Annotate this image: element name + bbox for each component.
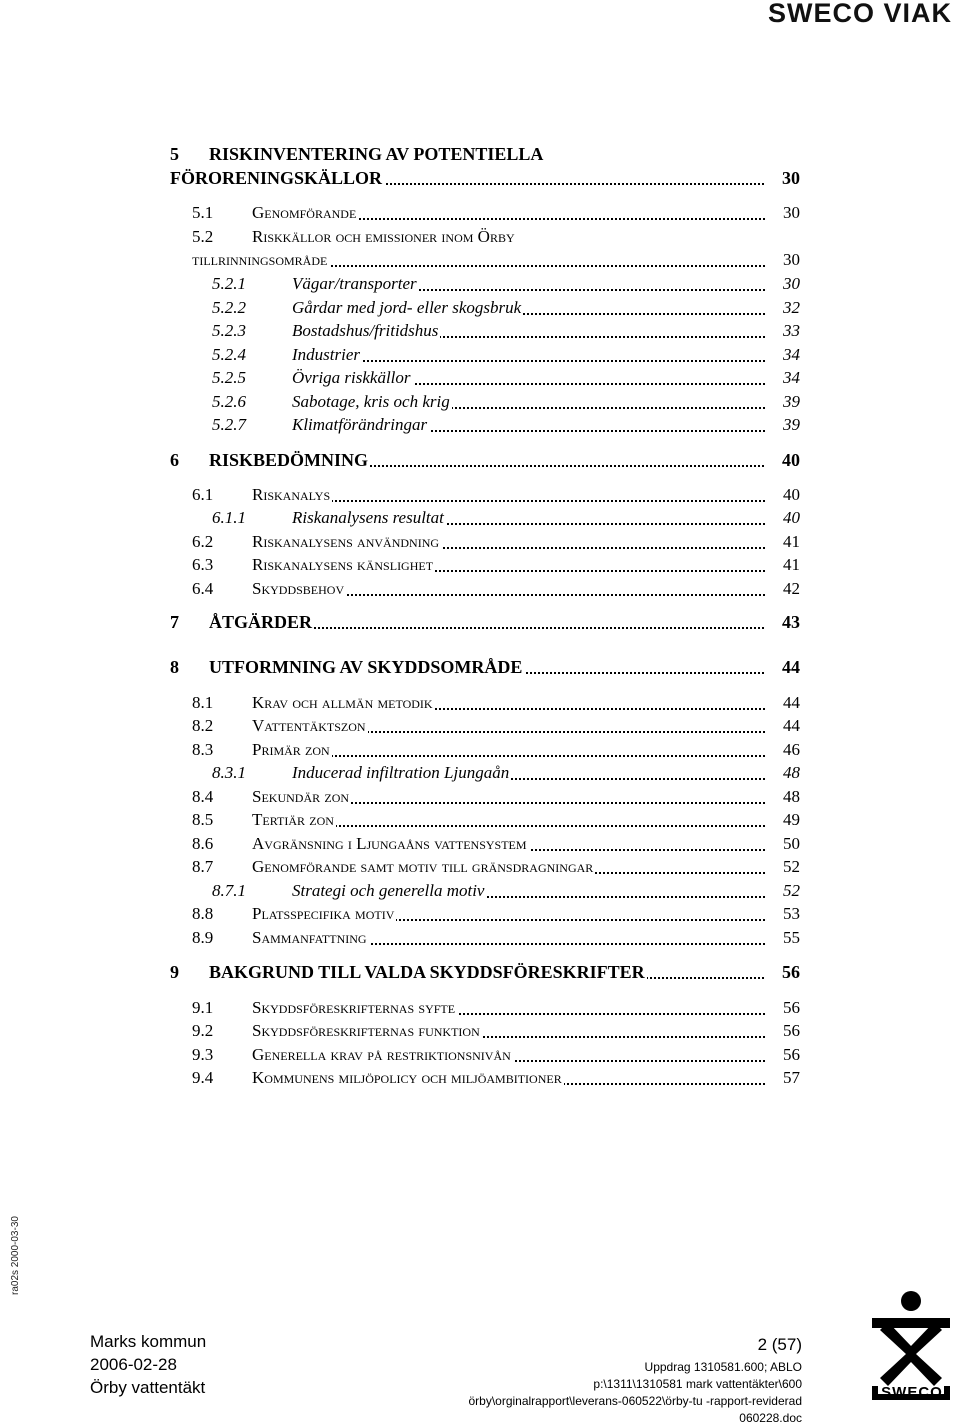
toc-leader (252, 755, 800, 757)
toc-title: Avgränsning i Ljungaåns vattensystem (252, 834, 527, 853)
toc-number: 8.4 (192, 787, 214, 806)
toc-title: Tertiär zon (252, 810, 334, 829)
toc-title: Gårdar med jord- eller skogsbruk (292, 298, 522, 317)
toc-entry-5-1[interactable] (0, 201, 960, 225)
toc-number: 6.2 (192, 532, 214, 551)
toc-number: 8.2 (192, 716, 214, 735)
toc-page-number: 40 (766, 483, 800, 507)
toc-page-number: 44 (766, 655, 800, 679)
toc-entry-6-3[interactable] (0, 553, 960, 577)
toc-entry-5-2-6[interactable] (0, 390, 960, 414)
toc-number: 8.8 (192, 904, 214, 923)
toc-title: Krav och allmän metodik (252, 693, 433, 712)
toc-entry-5-2-3[interactable] (0, 319, 960, 343)
toc-page-number: 39 (766, 413, 800, 437)
toc-number: 7 (170, 612, 179, 632)
toc-title: ÅTGÄRDER (209, 612, 313, 632)
toc-page-number: 41 (766, 530, 800, 554)
toc-page-number: 40 (766, 448, 800, 472)
toc-title: Industrier (292, 345, 360, 364)
footer-path-3: 060228.doc (739, 1411, 802, 1425)
toc-title-line2: FÖRORENINGSKÄLLOR (170, 168, 383, 188)
toc-title-line1: Riskkällor och emissioner inom Örby (252, 227, 515, 246)
toc-number: 8.3 (192, 740, 214, 759)
toc-number: 8 (170, 657, 179, 677)
toc-title: Genomförande samt motiv till gränsdragningar (252, 857, 594, 876)
toc-title: Riskanalysens resultat (292, 508, 444, 527)
toc-page-number: 34 (766, 343, 800, 367)
toc-number: 9 (170, 962, 179, 982)
toc-entry-8-1[interactable] (0, 691, 960, 715)
toc-entry-9-1[interactable] (0, 996, 960, 1020)
toc-page-number: 30 (766, 201, 800, 225)
toc-entry-6[interactable] (0, 448, 960, 472)
toc-title: Sekundär zon (252, 787, 350, 806)
toc-number: 8.7 (192, 857, 214, 876)
toc-page-number: 41 (766, 553, 800, 577)
toc-number: 5.2.5 (212, 368, 246, 387)
toc-page-number: 57 (766, 1066, 800, 1090)
toc-title: Bostadshus/fritidshus (292, 321, 439, 340)
toc-entry-5-cont[interactable] (0, 166, 960, 190)
toc-number: 5.2.2 (212, 298, 246, 317)
toc-entry-8-3[interactable] (0, 738, 960, 762)
toc-title: Sammanfattning (252, 928, 367, 947)
toc-page-number: 56 (766, 1019, 800, 1043)
toc-entry-8-7[interactable] (0, 855, 960, 879)
toc-title-line1: RISKINVENTERING AV POTENTIELLA (209, 144, 544, 164)
toc-entry-8-6[interactable] (0, 832, 960, 856)
toc-number: 5.2.1 (212, 274, 246, 293)
toc-number: 8.7.1 (212, 881, 246, 900)
toc-title: Platsspecifika motiv (252, 904, 395, 923)
toc-page-number: 48 (766, 785, 800, 809)
toc-title: Primär zon (252, 740, 330, 759)
toc-number: 5 (170, 144, 179, 164)
toc-number: 8.5 (192, 810, 214, 829)
toc-title: Riskanalysens känslighet (252, 555, 434, 574)
toc-entry-6-1-1[interactable] (0, 506, 960, 530)
toc-title: BAKGRUND TILL VALDA SKYDDSFÖRESKRIFTER (209, 962, 645, 982)
toc-entry-8-4[interactable] (0, 785, 960, 809)
toc-page-number: 40 (766, 506, 800, 530)
toc-entry-5[interactable] (0, 142, 960, 166)
toc-title: Skyddsföreskrifternas syfte (252, 998, 456, 1017)
toc-page-number: 46 (766, 738, 800, 762)
toc-entry-5-2-5[interactable] (0, 366, 960, 390)
toc-number: 8.3.1 (212, 763, 246, 782)
toc-leader (292, 360, 800, 362)
toc-number: 9.2 (192, 1021, 214, 1040)
toc-entry-9-2[interactable] (0, 1019, 960, 1043)
toc-entry-7[interactable] (0, 610, 960, 634)
toc-title: RISKBEDÖMNING (209, 450, 369, 470)
footer-page-info: 2 (57) (757, 1335, 802, 1354)
footer-project: Örby vattentäkt (90, 1378, 206, 1397)
toc-page-number: 48 (766, 761, 800, 785)
footer-path-1: p:\1311\1310581 mark vattentäkter\600 (593, 1377, 802, 1391)
toc-number: 5.2.4 (212, 345, 246, 364)
toc-number: 8.6 (192, 834, 214, 853)
toc-title: Strategi och generella motiv (292, 881, 485, 900)
toc-title-line2: tillrinningsområde (192, 250, 328, 269)
toc-title: Klimatförändringar (292, 415, 428, 434)
toc-page-number: 52 (766, 855, 800, 879)
toc-page-number: 42 (766, 577, 800, 601)
toc-number: 9.4 (192, 1068, 214, 1087)
toc-title: Vattentäktszon (252, 716, 366, 735)
toc-title: Riskanalysens användning (252, 532, 440, 551)
toc-number: 5.2.3 (212, 321, 246, 340)
toc-page-number: 32 (766, 296, 800, 320)
footer-assignment: Uppdrag 1310581.600; ABLO (644, 1360, 802, 1374)
toc-page-number: 39 (766, 390, 800, 414)
toc-entry-8[interactable] (0, 655, 960, 679)
toc-title: Sabotage, kris och krig (292, 392, 450, 411)
toc-entry-8-5[interactable] (0, 808, 960, 832)
toc-title: Övriga riskkällor (292, 368, 411, 387)
toc-title: Skyddsföreskrifternas funktion (252, 1021, 480, 1040)
toc-number: 5.2.7 (212, 415, 246, 434)
toc-entry-6-4[interactable] (0, 577, 960, 601)
toc-entry-5-2-7[interactable] (0, 413, 960, 437)
toc-page-number: 44 (766, 691, 800, 715)
toc-number: 6.1 (192, 485, 214, 504)
toc-page-number: 56 (766, 960, 800, 984)
toc-entry-5-2-cont[interactable] (0, 248, 960, 272)
toc-page-number: 44 (766, 714, 800, 738)
toc-page-number: 30 (766, 272, 800, 296)
toc-number: 5.2 (192, 227, 214, 246)
toc-title: Vägar/transporter (292, 274, 417, 293)
toc-number: 9.3 (192, 1045, 214, 1064)
toc-number: 8.9 (192, 928, 214, 947)
toc-number: 6.4 (192, 579, 214, 598)
toc-entry-8-2[interactable] (0, 714, 960, 738)
toc-page-number: 52 (766, 879, 800, 903)
toc-entry-5-2-2[interactable] (0, 296, 960, 320)
toc-number: 5.2.6 (212, 392, 246, 411)
toc-page-number: 49 (766, 808, 800, 832)
footer-municipality: Marks kommun (90, 1332, 207, 1351)
toc-page-number: 34 (766, 366, 800, 390)
toc-entry-9[interactable] (0, 960, 960, 984)
toc-entry-6-1[interactable] (0, 483, 960, 507)
toc-entry-5-2-4[interactable] (0, 343, 960, 367)
brand-logo-text: SWECO VIAK (767, 0, 952, 28)
toc-entry-9-4[interactable] (0, 1066, 960, 1090)
toc-leader (252, 500, 800, 502)
toc-entry-9-3[interactable] (0, 1043, 960, 1067)
toc-page-number: 30 (766, 248, 800, 272)
toc-title: Skyddsbehov (252, 579, 345, 598)
toc-title: Genomförande (252, 203, 357, 222)
toc-title: UTFORMNING AV SKYDDSOMRÅDE (209, 657, 523, 677)
toc-entry-5-2[interactable] (0, 225, 960, 249)
toc-entry-8-3-1[interactable] (0, 761, 960, 785)
side-template-code: ra02s 2000-03-30 (10, 1216, 21, 1295)
toc-page-number: 56 (766, 996, 800, 1020)
toc-number: 6.1.1 (212, 508, 246, 527)
toc-entry-6-2[interactable] (0, 530, 960, 554)
toc-entry-8-9[interactable] (0, 926, 960, 950)
footer-left (90, 1330, 206, 1399)
toc-title: Riskanalys (252, 485, 331, 504)
footer-date: 2006-02-28 (90, 1355, 177, 1374)
toc-number: 6.3 (192, 555, 214, 574)
sweco-logo-text: SWECO (881, 1384, 943, 1401)
toc-title: Generella krav på restriktionsnivån (252, 1045, 511, 1064)
toc-title: Kommunens miljöpolicy och miljöambitioner (252, 1068, 562, 1087)
toc-number: 8.1 (192, 693, 214, 712)
toc-title: Inducerad infiltration Ljungaån (292, 763, 510, 782)
toc-page-number: 30 (766, 166, 800, 190)
toc-number: 5.1 (192, 203, 214, 222)
toc-page-number: 33 (766, 319, 800, 343)
toc-page-number: 43 (766, 610, 800, 634)
toc-page-number: 55 (766, 926, 800, 950)
toc-entry-8-7-1[interactable] (0, 879, 960, 903)
toc-page-number: 56 (766, 1043, 800, 1067)
toc-entry-5-2-1[interactable] (0, 272, 960, 296)
toc-number: 9.1 (192, 998, 214, 1017)
toc-page-number: 53 (766, 902, 800, 926)
footer-path-2: örby\orginalrapport\leverans-060522\örby-tu -rapport-reviderad (468, 1394, 802, 1408)
toc-page-number: 50 (766, 832, 800, 856)
footer-right (468, 1333, 802, 1427)
toc-entry-8-8[interactable] (0, 902, 960, 926)
toc-number: 6 (170, 450, 179, 470)
